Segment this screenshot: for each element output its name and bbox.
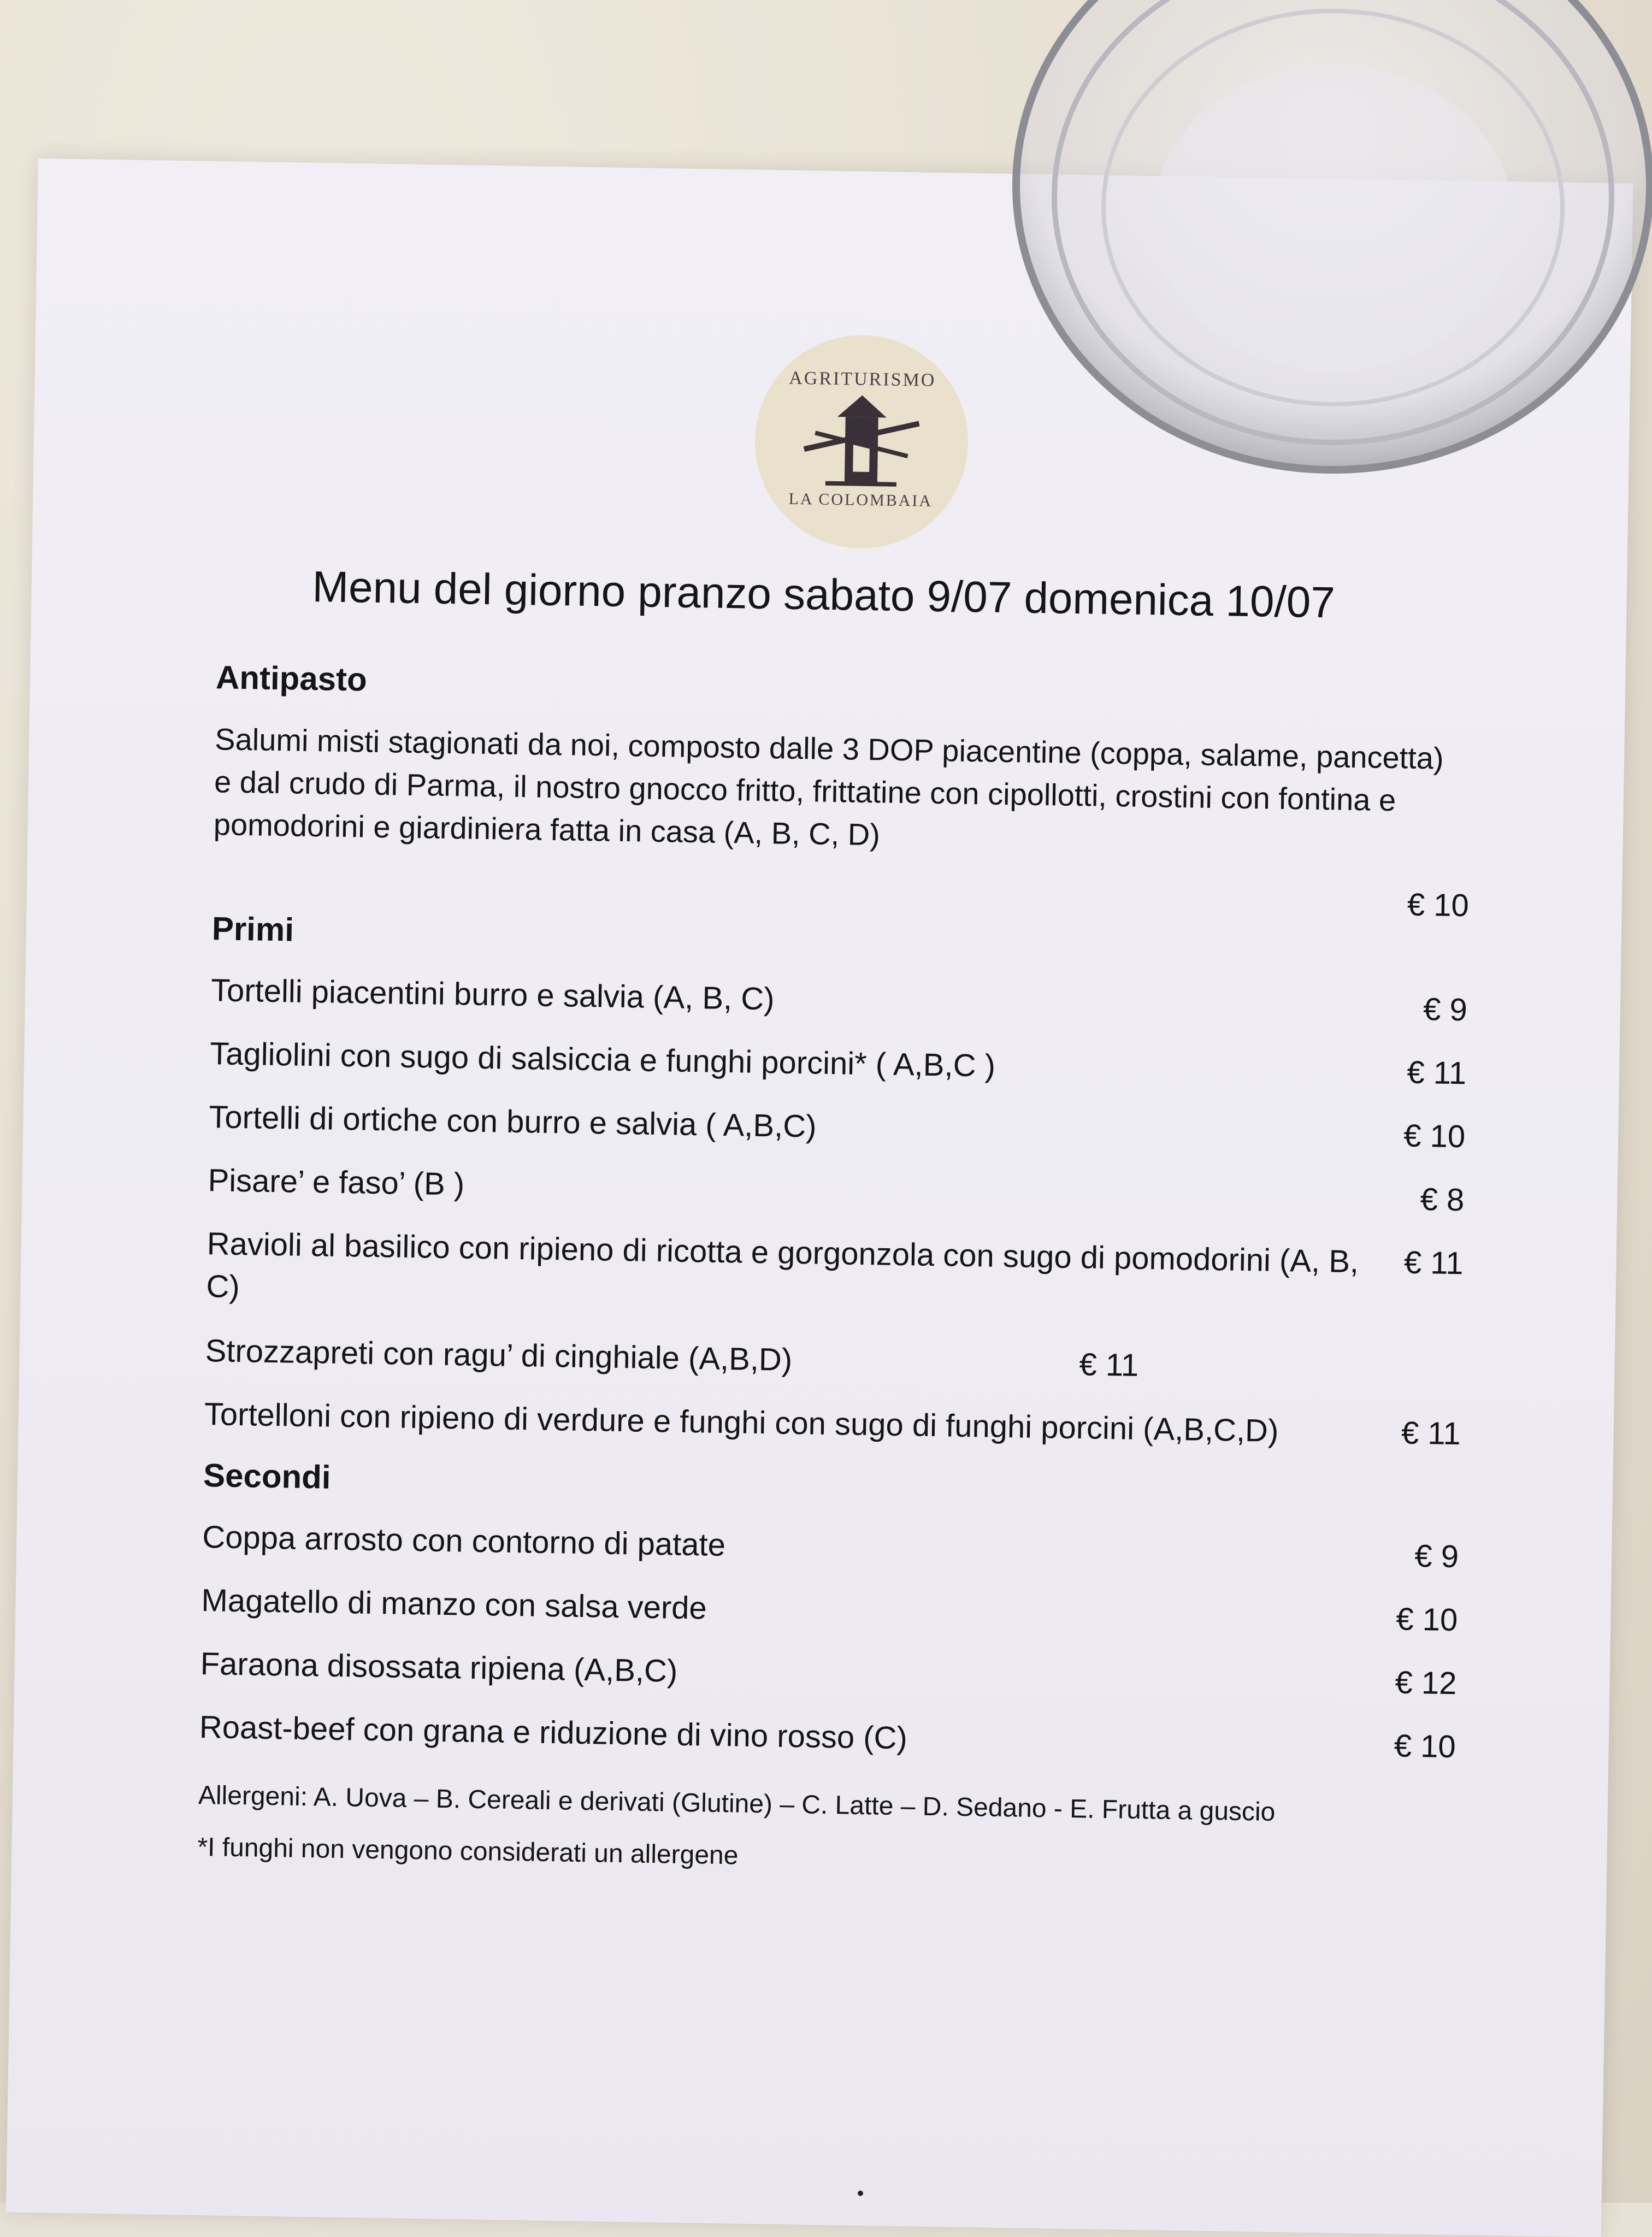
antipasto-price: € 10 xyxy=(1407,887,1470,924)
paper-mark xyxy=(858,2191,863,2196)
menu-item-name: Ravioli al basilico con ripieno di ricotta e gorgonzola con sugo di pomodorini (A, B, C) xyxy=(206,1226,1359,1305)
menu-item-price: € 8 xyxy=(1420,1181,1465,1218)
primi-heading: Primi xyxy=(211,910,294,948)
windmill-icon xyxy=(753,334,970,550)
menu-item-price: € 10 xyxy=(1394,1728,1456,1765)
menu-title: Menu del giorno pranzo sabato 9/07 domenica 10/07 xyxy=(311,562,1336,627)
logo-top-text: AGRITURISMO xyxy=(789,368,936,391)
menu-item-price: € 9 xyxy=(1423,991,1468,1028)
menu-item xyxy=(205,1223,1464,1349)
allergens-note: Allergeni: A. Uova – B. Cereali e derivati (Glutine) – C. Latte – D. Sedano - E. Frutta a guscio xyxy=(198,1780,1276,1827)
secondi-heading: Secondi xyxy=(203,1457,332,1496)
antipasto-description: Salumi misti stagionati da noi, composto dalle 3 DOP piacentine (coppa, salame, pancetta) e dal crudo di Parma, il nostro gnocco fritto, frittatine con cipollotti, crostini con fontina e pomodorini e giardiniera fatta in casa (A, B, C, D) xyxy=(213,722,1444,852)
antipasto-heading: Antipasto xyxy=(215,659,368,698)
menu-item-price: € 9 xyxy=(1414,1538,1459,1575)
menu-item-name: Strozzapreti con ragu’ di cinghiale (A,B,D) xyxy=(205,1333,793,1378)
menu-item-price: € 11 xyxy=(1406,1054,1467,1091)
menu-item-name: Tortelli piacentini burro e salvia (A, B, C) xyxy=(210,972,775,1017)
menu-item-price: € 11 xyxy=(1403,1244,1464,1282)
menu-item-name: Tortelli di ortiche con burro e salvia ( A,B,C) xyxy=(208,1099,817,1144)
menu-item-name: Coppa arrosto con contorno di patate xyxy=(202,1519,726,1563)
restaurant-logo xyxy=(753,334,970,550)
menu-item-name: Tortelloni con ripieno di verdure e funghi con sugo di funghi porcini (A,B,C,D) xyxy=(204,1396,1279,1449)
menu-item-name: Magatello di manzo con salsa verde xyxy=(201,1583,707,1626)
menu-item-name: Pisare’ e faso’ (B ) xyxy=(208,1162,465,1202)
menu-item-name: Roast-beef con grana e riduzione di vino rosso (C) xyxy=(199,1709,908,1756)
menu-item-price: € 10 xyxy=(1395,1601,1458,1638)
menu-item-price: € 11 xyxy=(1079,1347,1139,1383)
menu-item-name: Faraona disossata ripiena (A,B,C) xyxy=(200,1646,678,1689)
mushroom-footnote: *I funghi non vengono considerati un allergene xyxy=(197,1832,739,1870)
menu-item-price: € 11 xyxy=(1401,1415,1461,1452)
water-glass xyxy=(994,0,1652,492)
menu-item-price: € 10 xyxy=(1403,1118,1466,1155)
menu-item-price: € 12 xyxy=(1395,1665,1457,1702)
logo-bottom-text: LA COLOMBAIA xyxy=(788,489,933,510)
menu-content xyxy=(197,658,1472,1882)
menu-item-name: Tagliolini con sugo di salsiccia e funghi porcini* ( A,B,C ) xyxy=(209,1036,996,1084)
